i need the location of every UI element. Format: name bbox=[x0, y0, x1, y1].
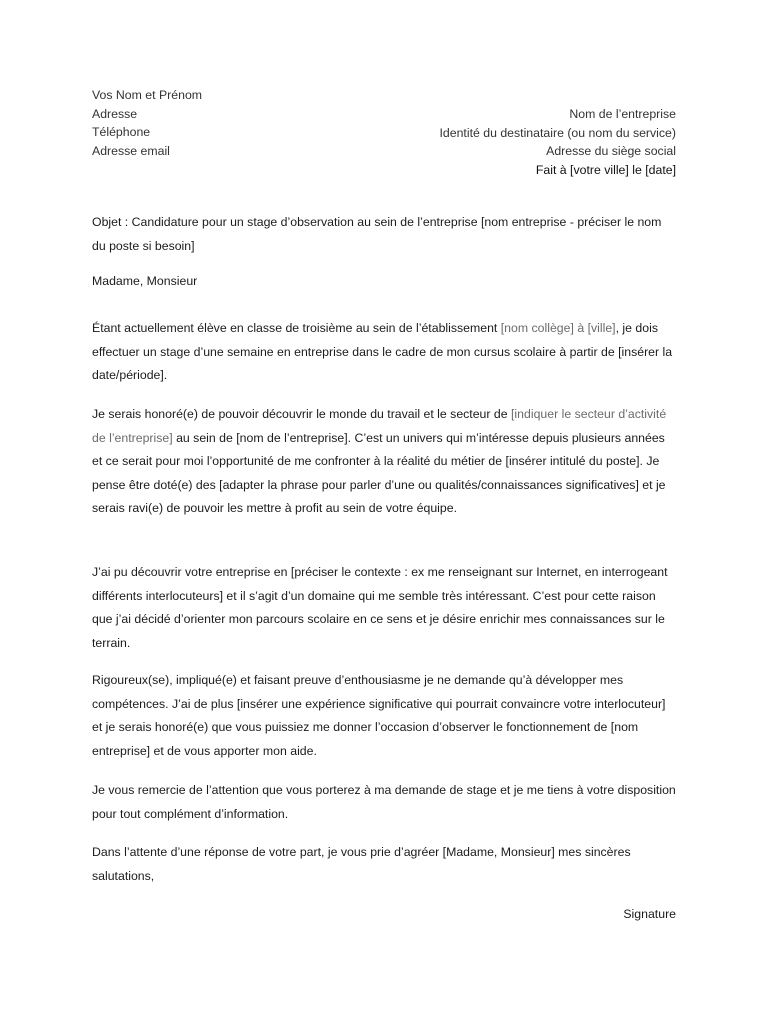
paragraph-1 bbox=[92, 317, 678, 388]
paragraph-2 bbox=[92, 403, 678, 521]
letter-subject bbox=[92, 211, 678, 258]
sender-email: Adresse email bbox=[92, 144, 170, 159]
subject-text: Objet : Candidature pour un stage d’observation au sein de l’entreprise [nom entreprise - préciser le nom du poste si besoin] bbox=[92, 215, 662, 253]
paragraph-2-after: au sein de [nom de l’entreprise]. C’est un univers qui m’intéresse depuis plusieurs années et ce serait pour moi l’opportunité de me confronter à la réalité du métier de [insérer intitulé du poste]. Je pense être doté(e) des [adapter la phrase pour parler d’une ou qualités/connaissances significatives] et je serais ravi(e) de pouvoir les mettre à profit au sein de votre équipe. bbox=[92, 430, 666, 516]
paragraph-3 bbox=[92, 561, 678, 655]
paragraph-2-text bbox=[92, 403, 678, 521]
paragraph-2-placeholder: [indiquer le secteur d’activité de l’entreprise] bbox=[92, 407, 667, 445]
paragraph-6 bbox=[92, 841, 678, 888]
letter-salutation bbox=[92, 270, 678, 294]
paragraph-1-placeholder: [nom collège] à [ville] bbox=[500, 321, 616, 335]
paragraph-6-text: Dans l’attente d’une réponse de votre part, je vous prie d’agréer [Madame, Monsieur] mes sincères salutations, bbox=[92, 845, 631, 883]
place-date-line: Fait à [votre ville] le [date] bbox=[535, 163, 676, 178]
recipient-identity: Identité du destinataire (ou nom du service) bbox=[439, 125, 676, 140]
sender-block bbox=[92, 86, 202, 161]
paragraph-3-text: J’ai pu découvrir votre entreprise en [préciser le contexte : ex me renseignant sur Internet, en interrogeant différents interlocuteurs] et il s’agit d’un domaine qui me semble très intéressant. C’est pour cette raison que j’ai décidé d’orienter mon parcours scolaire en ce sens et je désire enrichir mes connaissances sur le terrain. bbox=[92, 565, 668, 650]
sender-phone: Téléphone bbox=[92, 125, 151, 140]
paragraph-4-text: Rigoureux(se), impliqué(e) et faisant preuve d’enthousiasme je ne demande qu’à développer mes compétences. J’ai de plus [insérer une expérience significative qui pourrait convaincre votre interlocuteur] et je serais honoré(e) que vous puissiez me donner l’occasion d’observer le fonctionnement de [nom entreprise] et de vous apporter mon aide. bbox=[92, 673, 666, 758]
signature: Signature bbox=[623, 907, 676, 921]
paragraph-5-text: Je vous remercie de l’attention que vous porterez à ma demande de stage et je me tiens à votre disposition pour tout complément d’information. bbox=[92, 783, 676, 821]
paragraph-4 bbox=[92, 669, 678, 763]
recipient-company: Nom de l’entreprise bbox=[569, 107, 676, 121]
sender-name: Vos Nom et Prénom bbox=[92, 88, 203, 102]
paragraph-5 bbox=[92, 779, 678, 826]
recipient-address: Adresse du siège social bbox=[546, 144, 676, 159]
recipient-block bbox=[439, 105, 676, 180]
salutation-text: Madame, Monsieur bbox=[92, 274, 198, 288]
paragraph-1-after: , je dois effectuer un stage d’une semaine en entreprise dans le cadre de mon cursus scolaire à partir de [insérer la date/période]. bbox=[92, 321, 673, 383]
paragraph-2-before: Je serais honoré(e) de pouvoir découvrir le monde du travail et le secteur de bbox=[92, 407, 512, 421]
paragraph-1-before: Étant actuellement élève en classe de troisième au sein de l’établissement bbox=[92, 321, 501, 335]
sender-address: Adresse bbox=[92, 106, 138, 121]
paragraph-1-text bbox=[92, 317, 678, 388]
